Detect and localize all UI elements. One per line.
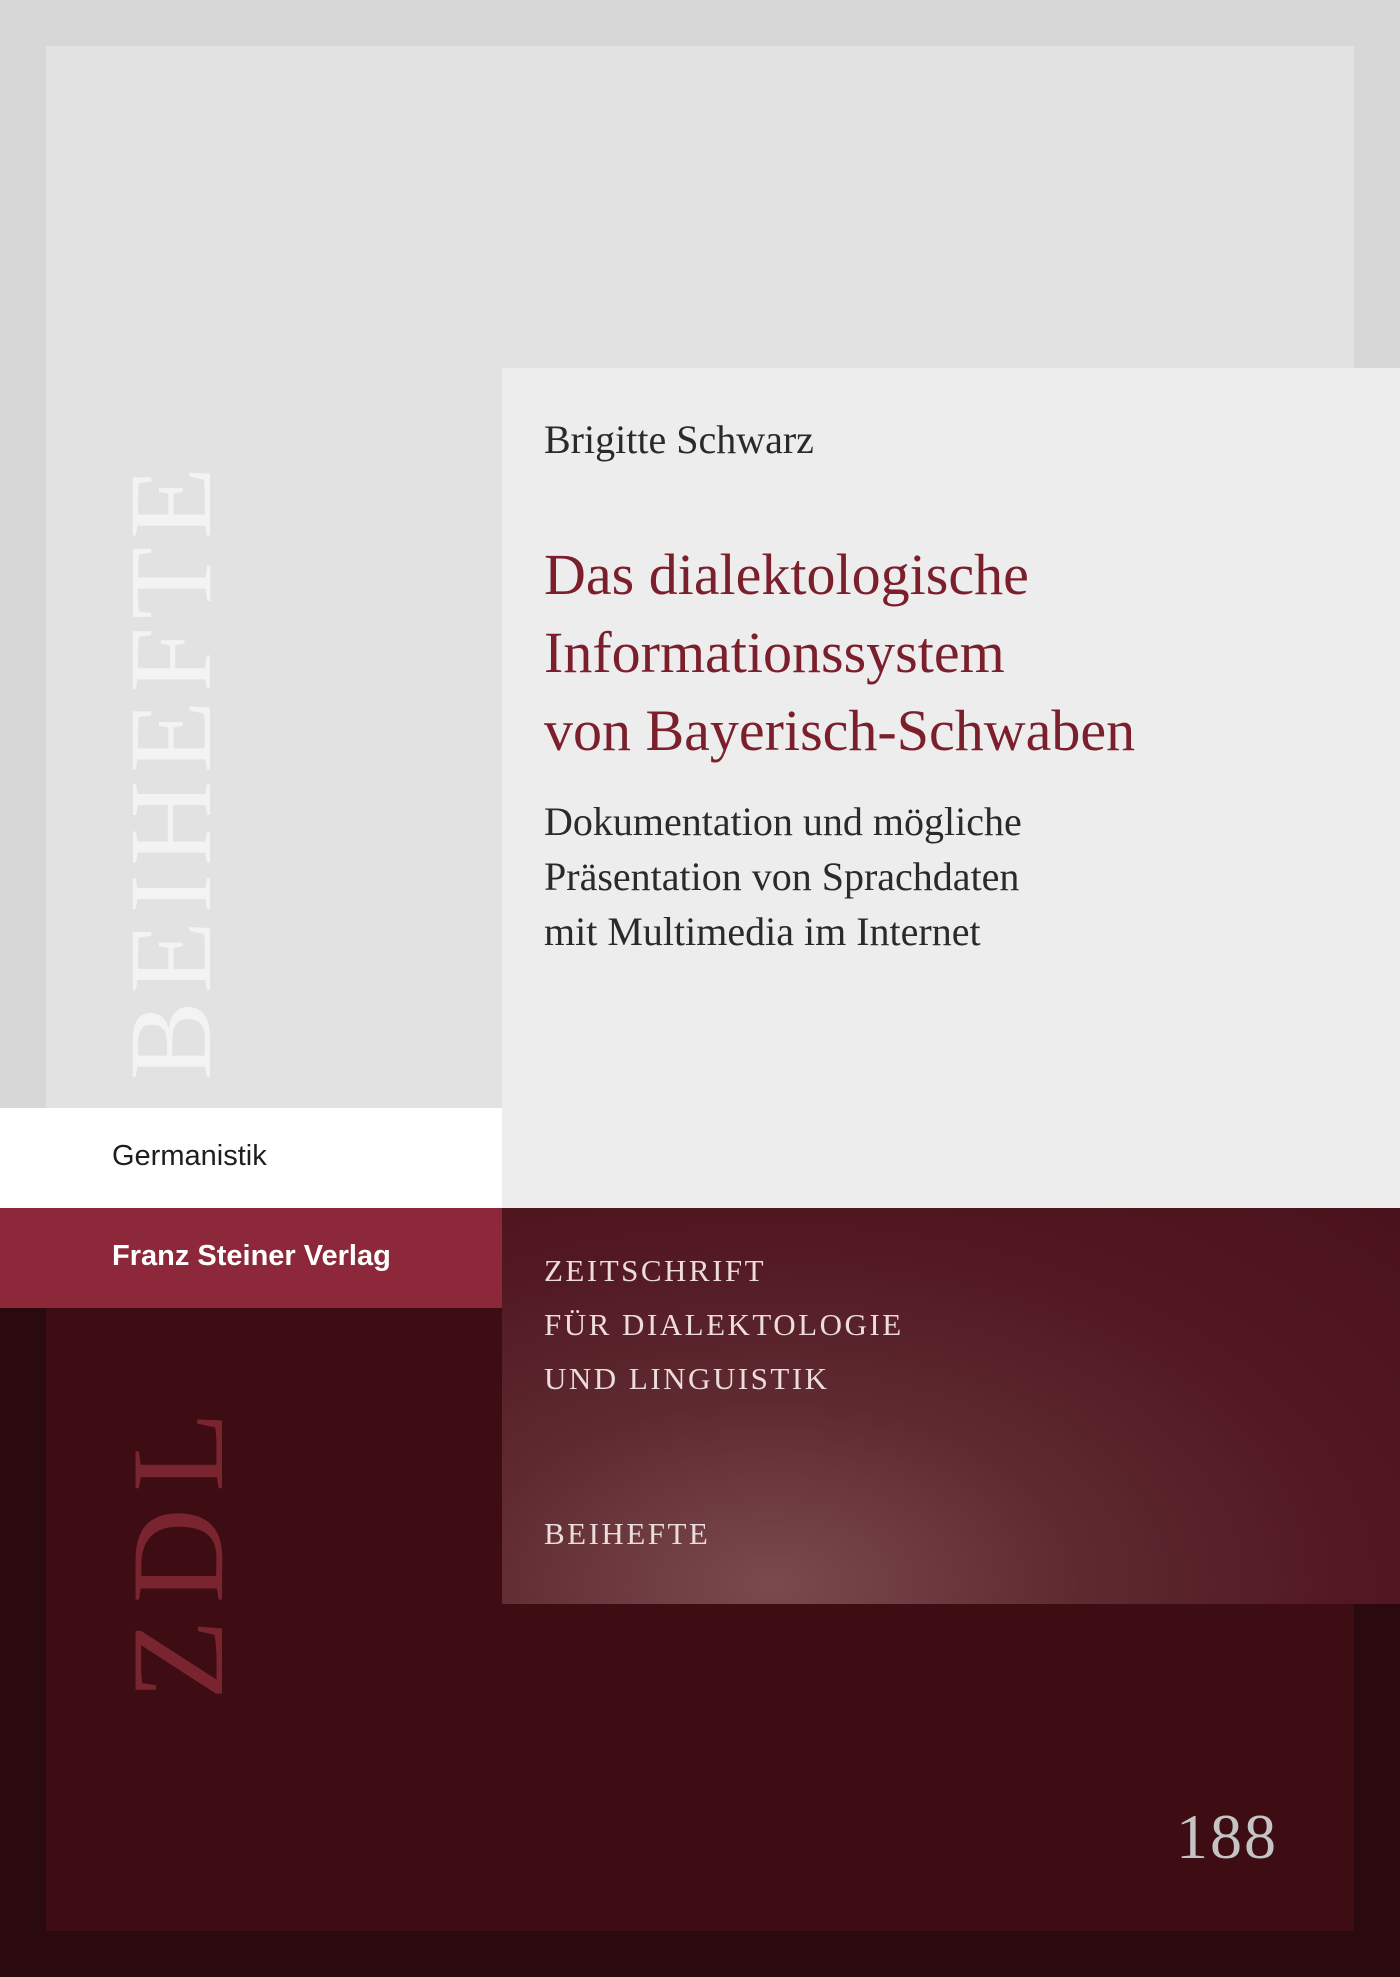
series-line: ZEITSCHRIFT: [544, 1253, 767, 1288]
series-title: [544, 1244, 904, 1406]
subtitle-line: Dokumentation und mögliche: [544, 799, 1022, 844]
subject-label: Germanistik: [112, 1140, 267, 1172]
publisher-strip: [0, 1208, 502, 1308]
subtitle-line: Präsentation von Sprachdaten: [544, 854, 1020, 899]
title-box: [502, 368, 1400, 1208]
volume-number: 188: [1176, 1801, 1278, 1872]
series-box: [502, 1208, 1400, 1604]
subject-strip: [0, 1108, 502, 1208]
spine-text-zdl: ZDL: [104, 1395, 251, 1700]
spine-text-beihefte: BEIHEFTE: [105, 458, 236, 1080]
series-line: UND LINGUISTIK: [544, 1361, 830, 1396]
title-line: Informationssystem: [544, 620, 1005, 685]
series-line: FÜR DIALEKTOLOGIE: [544, 1307, 904, 1342]
author-name: Brigitte Schwarz: [544, 417, 814, 462]
book-title: [544, 536, 1384, 770]
series-subtitle: BEIHEFTE: [544, 1516, 711, 1551]
publisher-name: Franz Steiner Verlag: [112, 1240, 391, 1272]
subtitle-line: mit Multimedia im Internet: [544, 909, 981, 954]
title-line: von Bayerisch-Schwaben: [544, 698, 1136, 763]
title-line: Das dialektologische: [544, 542, 1029, 607]
book-subtitle: [544, 794, 1384, 959]
